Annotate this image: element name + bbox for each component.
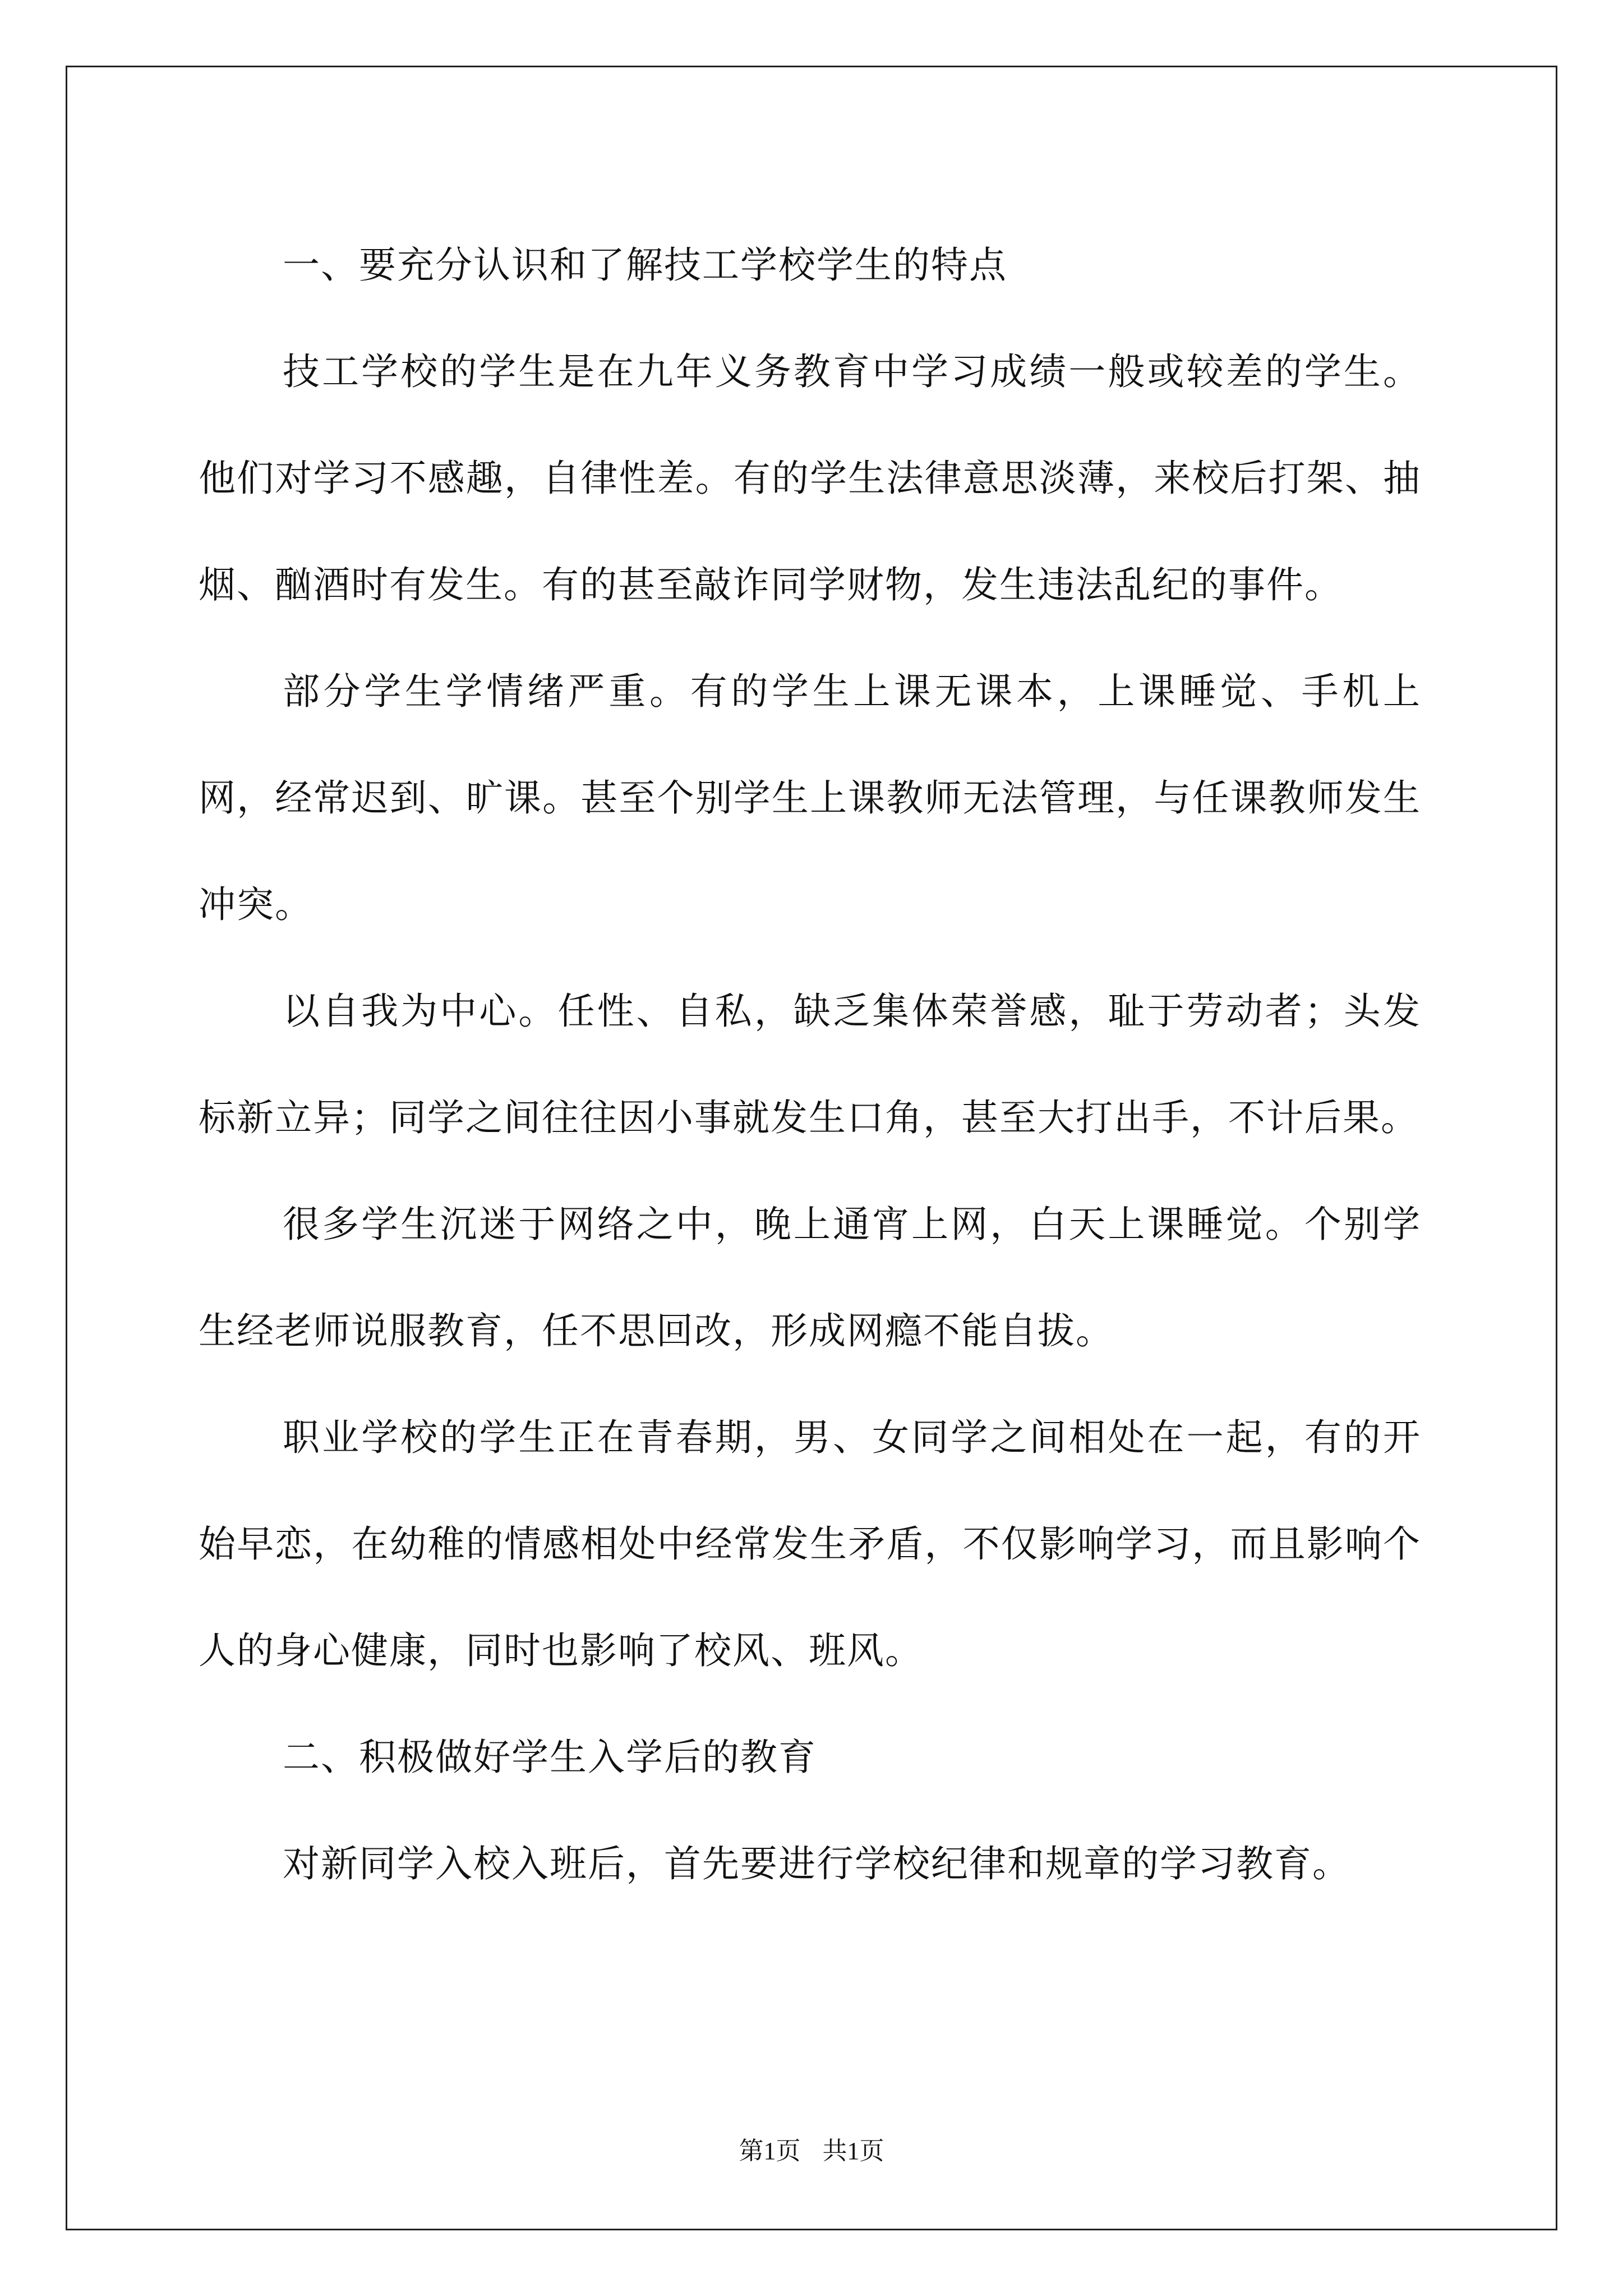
page-total: 共1页 bbox=[822, 2137, 884, 2165]
paragraph: 很多学生沉迷于网络之中，晚上通宵上网，白天上课睡觉。个别学生经老师说服教育，任不思回改，形成网瘾不能自拔。 bbox=[199, 1203, 1421, 1352]
section-heading-2: 二、积极做好学生入学后的教育 bbox=[283, 1736, 817, 1779]
paragraph: 对新同学入校入班后，首先要进行学校纪律和规章的学习教育。 bbox=[283, 1842, 1350, 1885]
paragraph: 技工学校的学生是在九年义务教育中学习成绩一般或较差的学生。他们对学习不感趣，自律性差。有的学生法律意思淡薄，来校后打架、抽烟、酗酒时有发生。有的甚至敲诈同学财物，发生违法乱纪的事件。 bbox=[199, 350, 1421, 606]
page-footer bbox=[0, 2131, 1623, 2166]
section-heading-1: 一、要充分认识和了解技工学校学生的特点 bbox=[283, 243, 1007, 287]
paragraph: 职业学校的学生正在青春期，男、女同学之间相处在一起，有的开始早恋，在幼稚的情感相处中经常发生矛盾，不仅影响学习，而且影响个人的身心健康，同时也影响了校风、班风。 bbox=[199, 1416, 1421, 1672]
page-number: 第1页 bbox=[739, 2137, 801, 2165]
document-body bbox=[199, 212, 1421, 1917]
paragraph: 部分学生学情绪严重。有的学生上课无课本，上课睡觉、手机上网，经常迟到、旷课。甚至个别学生上课教师无法管理，与任课教师发生冲突。 bbox=[199, 670, 1421, 926]
paragraph: 以自我为中心。任性、自私，缺乏集体荣誉感，耻于劳动者；头发标新立异；同学之间往往因小事就发生口角，甚至大打出手，不计后果。 bbox=[199, 990, 1421, 1139]
